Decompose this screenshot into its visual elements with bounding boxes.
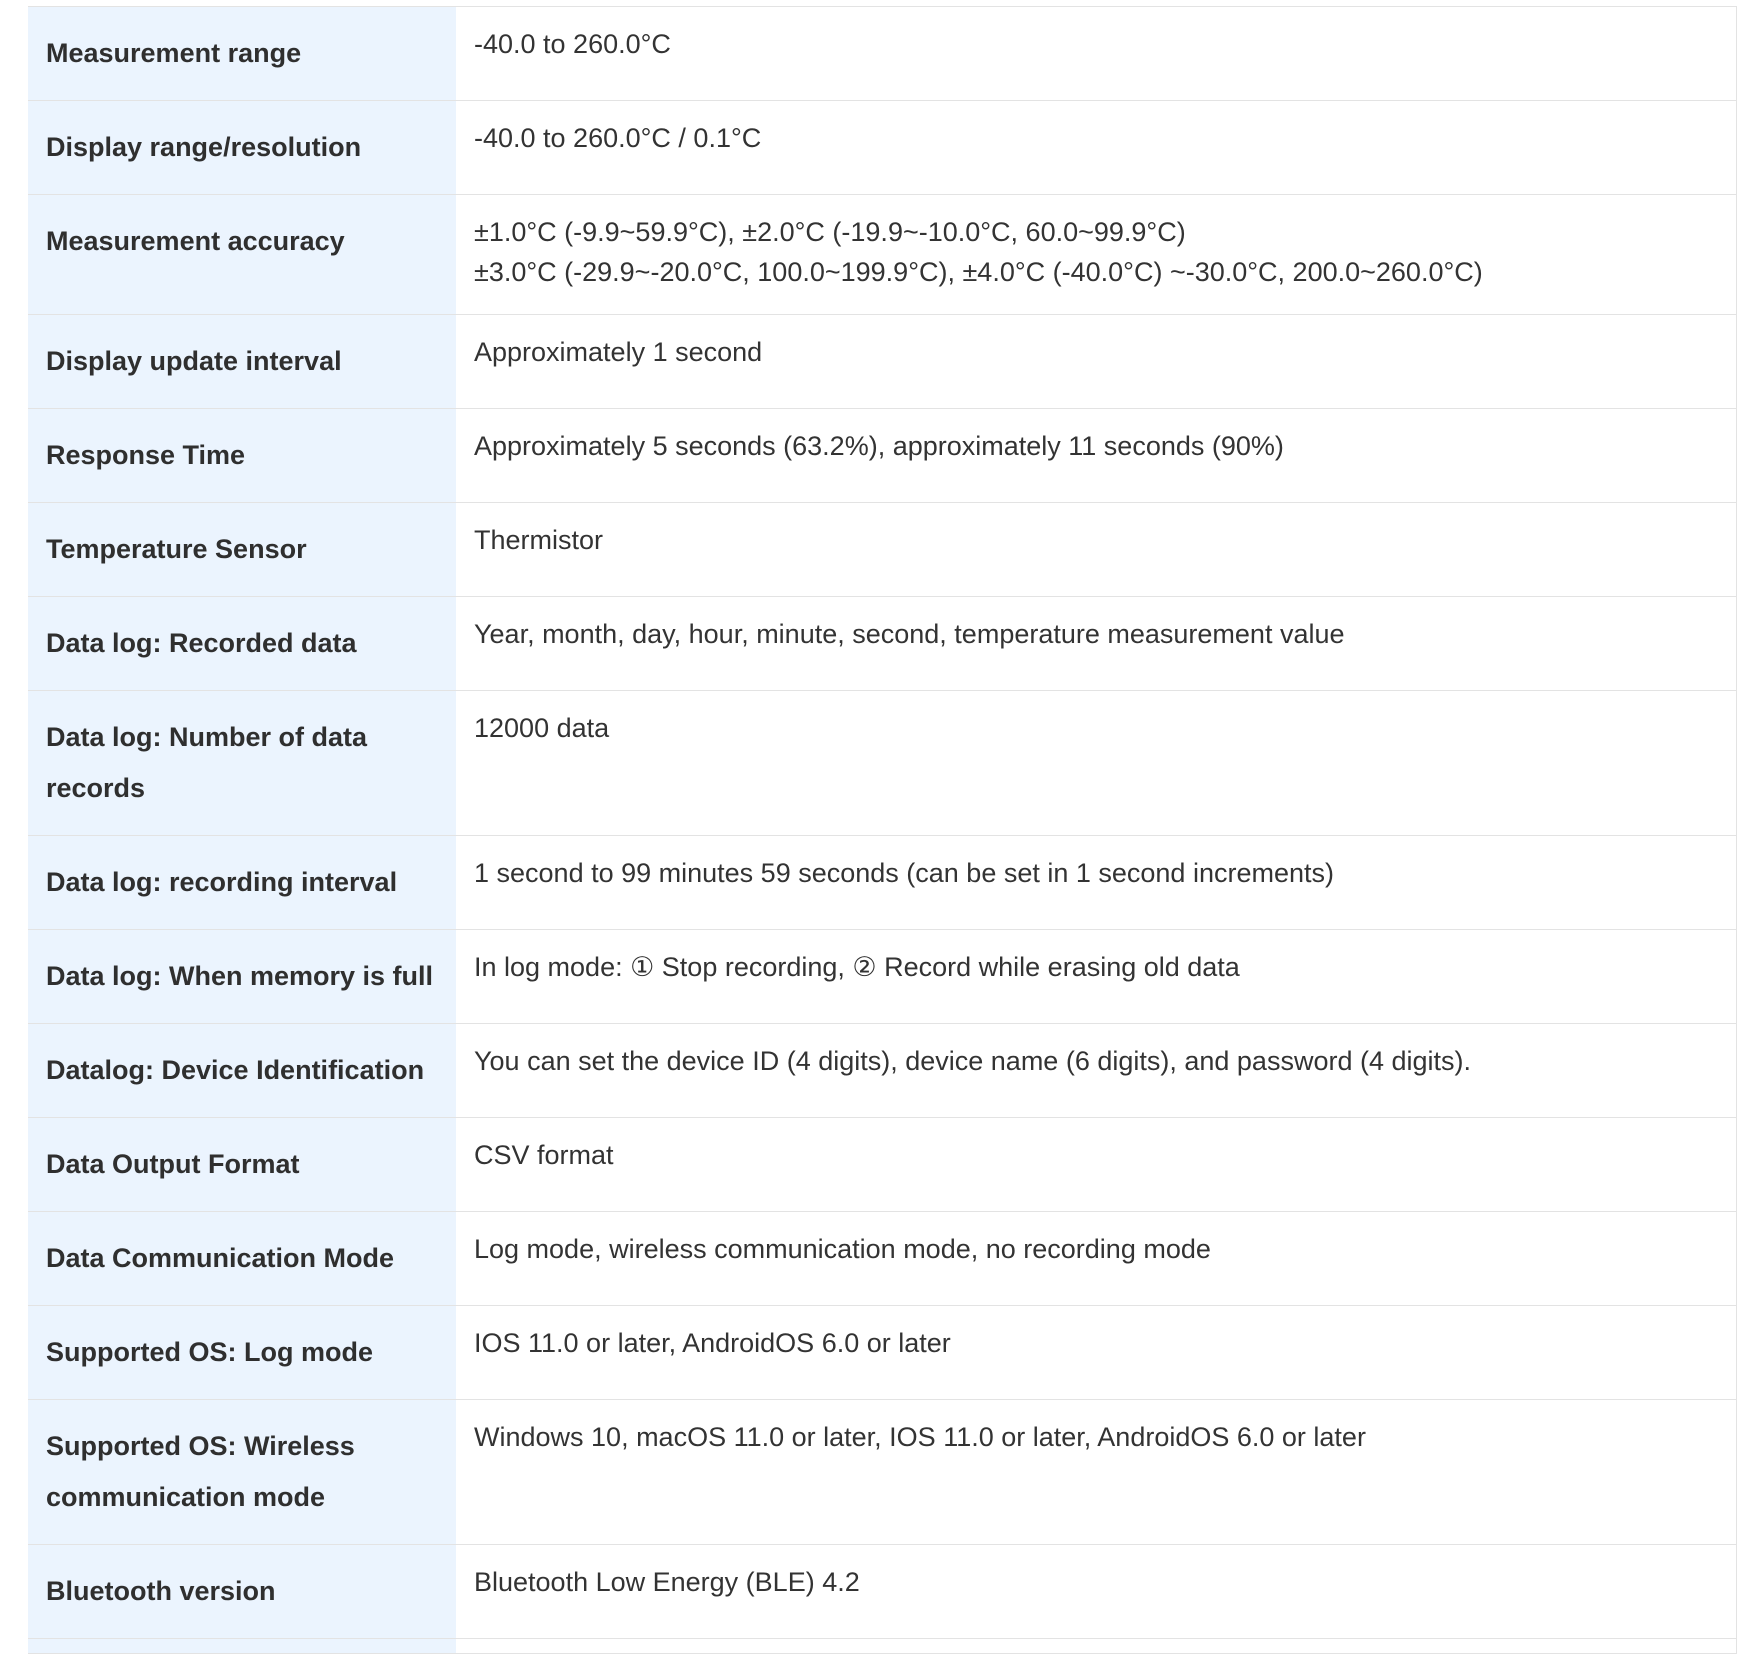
spec-label: Display update interval <box>28 315 456 409</box>
spec-label-empty <box>28 1639 456 1654</box>
spec-value-line: Thermistor <box>474 525 604 555</box>
spec-value-line: Windows 10, macOS 11.0 or later, IOS 11.0 or later, AndroidOS 6.0 or later <box>474 1422 1366 1452</box>
spec-value <box>456 1400 1736 1545</box>
spec-value <box>456 315 1736 409</box>
spec-label: Data log: Recorded data <box>28 597 456 691</box>
spec-value-line: -40.0 to 260.0°C / 0.1°C <box>474 123 762 153</box>
spec-value <box>456 597 1736 691</box>
table-row <box>28 1118 1736 1212</box>
table-row <box>28 1545 1736 1639</box>
spec-value-line: You can set the device ID (4 digits), device name (6 digits), and password (4 digits). <box>474 1046 1471 1076</box>
spec-value <box>456 1024 1736 1118</box>
spec-value <box>456 409 1736 503</box>
spec-value-line: Log mode, wireless communication mode, no recording mode <box>474 1234 1211 1264</box>
spec-value <box>456 930 1736 1024</box>
spec-value-line: ±1.0°C (-9.9~59.9°C), ±2.0°C (-19.9~-10.0°C, 60.0~99.9°C) <box>474 217 1186 247</box>
table-row <box>28 503 1736 597</box>
spec-value <box>456 691 1736 836</box>
spec-value <box>456 836 1736 930</box>
spec-label: Data log: Number of data records <box>28 691 456 836</box>
spec-value-line: Approximately 5 seconds (63.2%), approximately 11 seconds (90%) <box>474 431 1284 461</box>
table-row <box>28 1306 1736 1400</box>
spec-value <box>456 1545 1736 1639</box>
spec-value-line: -40.0 to 260.0°C <box>474 29 671 59</box>
spec-value-line: ±3.0°C (-29.9~-20.0°C, 100.0~199.9°C), ±4.0°C (-40.0°C) ~-30.0°C, 200.0~260.0°C) <box>474 257 1483 287</box>
spec-value-line: 1 second to 99 minutes 59 seconds (can be set in 1 second increments) <box>474 858 1334 888</box>
spec-label: Response Time <box>28 409 456 503</box>
spec-label: Supported OS: Log mode <box>28 1306 456 1400</box>
spec-label: Temperature Sensor <box>28 503 456 597</box>
table-row-partial <box>28 1639 1736 1654</box>
spec-label: Datalog: Device Identification <box>28 1024 456 1118</box>
spec-value <box>456 195 1736 315</box>
spec-label: Bluetooth version <box>28 1545 456 1639</box>
spec-value <box>456 1306 1736 1400</box>
spec-label: Measurement range <box>28 7 456 101</box>
spec-value <box>456 1118 1736 1212</box>
spec-value-line: In log mode: ① Stop recording, ② Record while erasing old data <box>474 952 1240 982</box>
spec-value-line: CSV format <box>474 1140 614 1170</box>
table-row <box>28 930 1736 1024</box>
table-row <box>28 7 1736 101</box>
spec-label: Data log: When memory is full <box>28 930 456 1024</box>
spec-value-line: IOS 11.0 or later, AndroidOS 6.0 or later <box>474 1328 951 1358</box>
spec-table <box>28 6 1737 1654</box>
table-row <box>28 195 1736 315</box>
spec-value-line: Year, month, day, hour, minute, second, temperature measurement value <box>474 619 1345 649</box>
spec-value-line: Approximately 1 second <box>474 337 763 367</box>
table-row <box>28 1024 1736 1118</box>
spec-label: Data log: recording interval <box>28 836 456 930</box>
table-row <box>28 1212 1736 1306</box>
table-row <box>28 836 1736 930</box>
spec-label: Data Communication Mode <box>28 1212 456 1306</box>
spec-value-empty <box>456 1639 1736 1654</box>
table-row <box>28 315 1736 409</box>
table-row <box>28 409 1736 503</box>
spec-value-line: Bluetooth Low Energy (BLE) 4.2 <box>474 1567 860 1597</box>
spec-label: Data Output Format <box>28 1118 456 1212</box>
spec-table-body <box>28 7 1736 1654</box>
spec-value <box>456 503 1736 597</box>
spec-label: Display range/resolution <box>28 101 456 195</box>
spec-value-line: 12000 data <box>474 713 610 743</box>
table-row <box>28 691 1736 836</box>
table-row <box>28 597 1736 691</box>
table-row <box>28 1400 1736 1545</box>
spec-label: Supported OS: Wireless communication mode <box>28 1400 456 1545</box>
spec-value <box>456 7 1736 101</box>
spec-value <box>456 101 1736 195</box>
spec-value <box>456 1212 1736 1306</box>
spec-label: Measurement accuracy <box>28 195 456 315</box>
table-row <box>28 101 1736 195</box>
